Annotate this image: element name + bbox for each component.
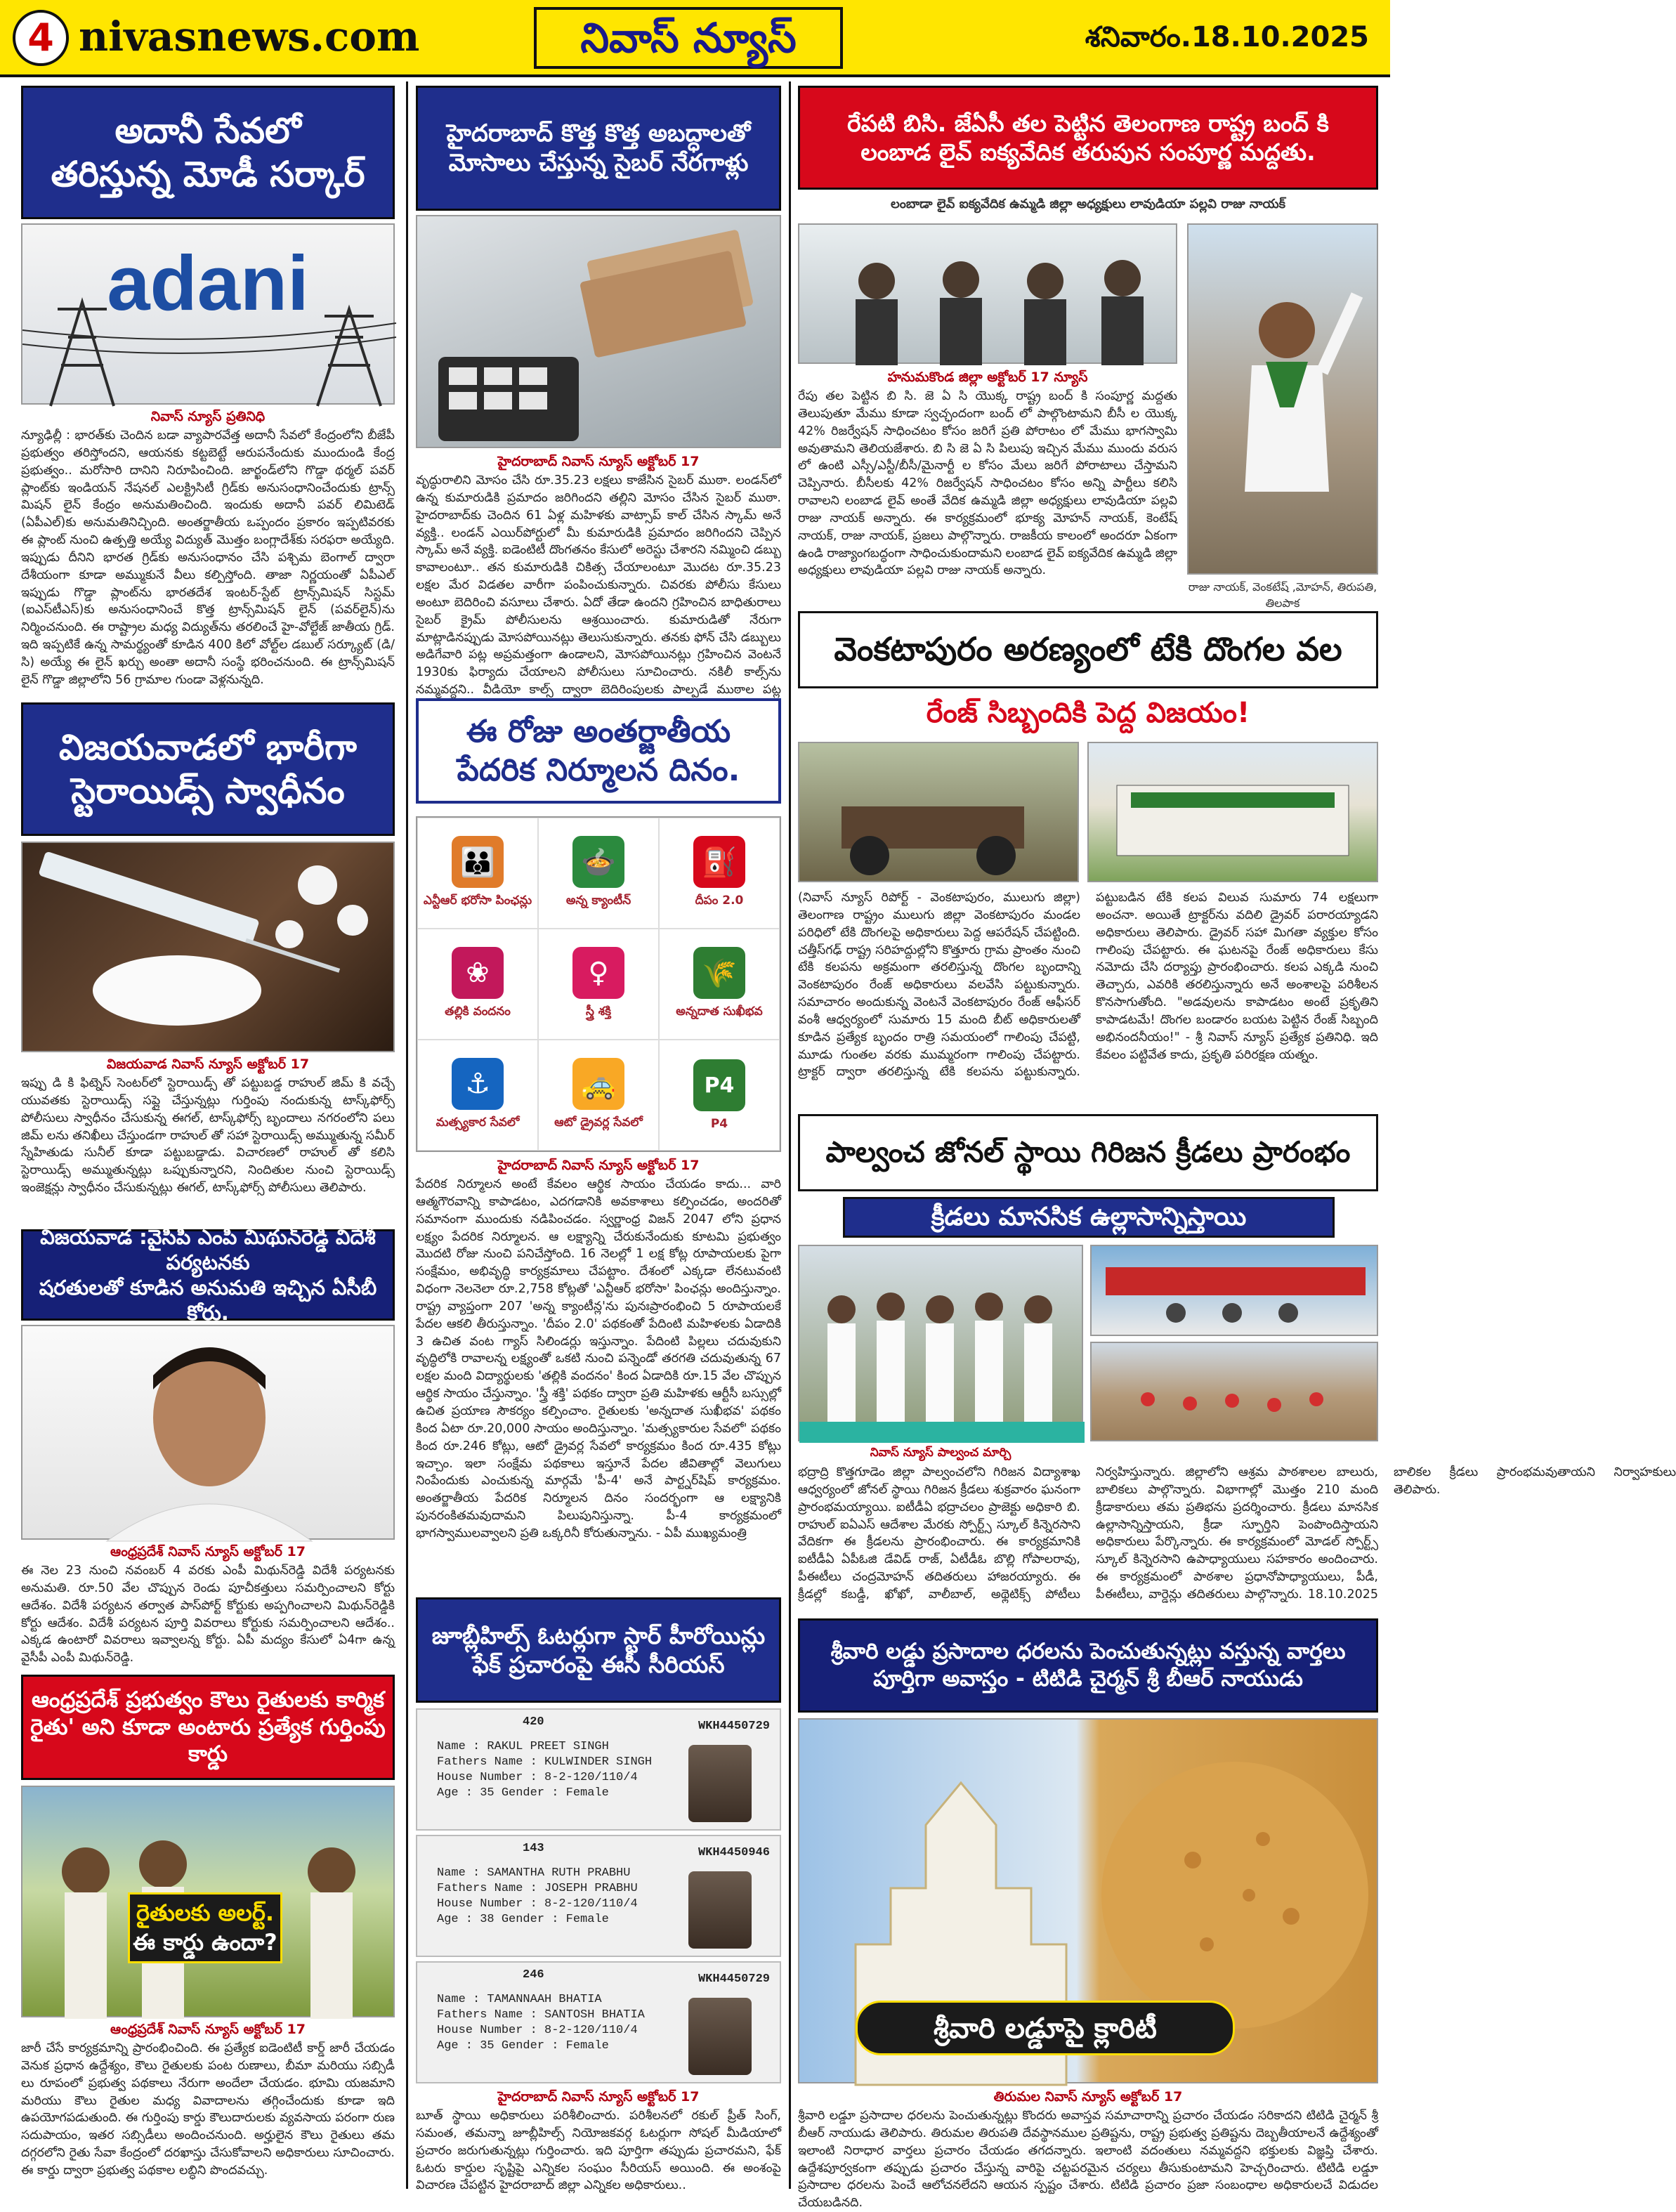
card-line: Fathers Name : KULWINDER SINGH <box>437 1755 653 1769</box>
article-body: జారీ చేసే కార్యక్రమాన్ని ప్రారంభించింది. ఈ ప్రత్యేక ఐడెంటిటీ కార్డ్ జారీ చేయడం వెనుక ప్రధాన ఉద్దేశ్యం, కౌలు రైతులకు పంట రుణాలు, బీమా మరియు సబ్సిడీ లు రూపంలో ప్రభుత్వ పథకాలు నేరుగా అందేలా చేయడం. భూమి యజమాని మరియు కౌలు రైతుల మధ్య వివాదాలను తగ్గించేందుకు కూడా ఇది ఉపయోగపడుతుంది. ఈ గుర్తింపు కార్డు కౌలుదారులకు వ్యవసాయ పరంగా రుణ సదుపాయం, ఇతర సబ్సిడీలు అందించనుంది. అర్హులైన కౌలు రైతులు తమ దగ్గరలోని రైతు సేవా కేంద్రంలో దరఖాస్తు చేసుకోవాలని అధికారులు సూచించారు. ఈ కార్డు ద్వారా ప్రభుత్వ పథకాల లబ్ధిని పొందవచ్చు. <box>21 2041 395 2178</box>
card-line: Age : 38 Gender : Female <box>437 1913 609 1927</box>
card-details <box>437 1866 638 1928</box>
column-rule <box>406 81 408 2189</box>
voter-card <box>416 1835 781 1957</box>
person-icon <box>1189 225 1380 576</box>
farmer-alert-overlay <box>128 1892 282 1963</box>
article-body: (నివాస్ న్యూస్ రిపోర్ట్ - వెంకటాపురం, ములుగు జిల్లా) తెలంగాణ రాష్ట్రం ములుగు జిల్లా వెంకటాపురం మండల పరిధిలో టేకి దొంగలపై అధికారులు పెద్ద ఆపరేషన్ చేపట్టింది. చత్తీస్‌గఢ్ రాష్ట్ర సరిహద్దుల్లోని కొత్తూరు గ్రామ ప్రాంతం నుంచి టేకి కలపను అక్రమంగా తరలిస్తున్న దొంగల బృందాన్ని వెంకటాపురం రేంజ్ అధికారులు వలవేసి పట్టుకున్నారు. సమాచారం అందుకున్న వెంటనే వెంకటాపురం రేంజ్ ఆఫీసర్ వంశీ ఆధ్వర్యంలో సుమారు 15 మంది బీట్ అధికారులతో కూడిన ప్రత్యేక బృందం రాత్రి సమయంలో గాలింపు చేపట్టి, మూడు గుంతల వరకు ముమ్మరంగా గాలింపు చేపట్టారు. ట్రాక్టర్ ద్వారా తరలిస్తున్న టేకి కలపను పట్టుకున్నారు. పట్టుబడిన టేకి కలప విలువ సుమారు 74 లక్షలుగా అంచనా. అయితే ట్రాక్టర్‌ను వదిలి డ్రైవర్ పరారయ్యాడని అధికారులు తెలిపారు. డ్రైవర్ సహా మిగతా వ్యక్తుల కోసం గాలింపు చేపట్టారు. ఈ ఘటనపై రేంజ్ అధికారులు కేసు నమోదు చేసి దర్యాప్తు ప్రారంభించారు. కలప ఎక్కడి నుంచి తెచ్చారు, ఎవరికి తరలిస్తున్నారు అనే అంశాలపై పరిశీలన కొనసాగుతోంది. "అడవులను కాపాడటం అంటే ప్రకృతిని కాపాడటమే! దొంగల బండారం బయట పెట్టిన రేంజ్ సిబ్బంది అభినందనీయం!" - శ్రీ నివాస్ న్యూస్ ప్రత్యేక ప్రతినిధి. ఇది కేవలం పట్టివేత కాదు, ప్రకృతి పరిరక్షణ యత్నం. <box>798 891 1378 1080</box>
article-body: పేదరిక నిర్మూలన అంటే కేవలం ఆర్థిక సాయం చేయడం కాదు... వారి ఆత్మగౌరవాన్ని కాపాడటం, ఎదగడానికి అవకాశాలు కల్పించడం, అందరితో సమానంగా ముందుకు నడిపించడం. స్వర్ణాంధ్ర విజన్ 2047 లోని ప్రధాన లక్ష్యం పేదరిక నిర్మూలన. ఆ లక్ష్యాన్ని చేరుకునేందుకు కూటమి ప్రభుత్వం మొదటి రోజు నుంచి పనిచేస్తోంది. 16 నెలల్లో 1 లక్ష కోట్ల రూపాయలకు పైగా సంక్షేమం, అభివృద్ధి కార్యక్రమాలు చేపట్టాం. దేశంలో ఎక్కడా లేనటువంటి విధంగా నెలనెలా రూ.2,758 కోట్లతో 'ఎన్టీఆర్ భరోసా' పింఛన్లు అందిస్తున్నాం. రాష్ట్ర వ్యాప్తంగా 207 'అన్న క్యాంటీన్ల'ను పునఃప్రారంభించి 5 రూపాయలకే పేదల ఆకలి తీరుస్తున్నాం. 'దీపం 2.0' పథకంతో పేదింటి మహిళలకు ఏడాదికి 3 ఉచిత వంట గ్యాస్ సిలిండర్లు ఇస్తున్నాం. పేదింటి పిల్లలు చదువుకుని వృద్ధిలోకి రావాలన్న లక్ష్యంతో ఒకటి నుంచి పన్నెండో తరగతి చదువుతున్న 67 లక్షల మంది విద్యార్థులకు 'తల్లికి వందనం' కింద ఏడాదికి రూ.15 వేల చొప్పున ఆర్థిక సాయం చేస్తున్నాం. 'స్త్రీ శక్తి' పథకం ద్వారా ప్రతి మహిళకు ఆర్టీసీ బస్సుల్లో ఉచిత ప్రయాణ సౌకర్యం కల్పించాం. రైతులకు 'అన్నదాత సుఖీభవ' పథకం కింద ఏటా రూ.20,000 సాయం అందిస్తున్నాం. 'మత్స్యకారుల సేవలో' పథకం కింద రూ.246 కోట్లు, ఆటో డ్రైవర్ల సేవలో కార్యక్రమం కింద రూ.435 కోట్లు ఇచ్చాం. ఇలా సంక్షేమ పథకాలు ఇస్తూనే పేదల జీవితాల్లో వెలుగులు నింపేందుకు ఎంచుకున్న మార్గమే 'పీ-4' అనే పార్ట్నర్‌షిప్ కార్యక్రమం. అంతర్జాతీయ పేదరిక నిర్మూలన దినం సందర్భంగా ఆ లక్ష్యానికి పునరంకితమవుదామని పిలుపునిస్తున్నా. పీ-4 కార్యక్రమంలో భాగస్వాములవ్వాలని ప్రతి ఒక్కరినీ కోరుతున్నాను. - ఏపీ ముఖ్యమంత్రి <box>416 1177 781 1540</box>
publication-date: శనివారం.18.10.2025 <box>1085 21 1369 53</box>
scheme-tile <box>417 818 538 929</box>
dateline: విజయవాడ నివాస్ న్యూస్ అక్టోబర్ 17 <box>106 1056 310 1072</box>
article-body: రేపు తల పెట్టిన బి సి. జె ఏ సి యొక్క రాష్ట్ర బంద్ కి సంపూర్ణ మద్దతు తెలుపుతూ మేము కూడా స్వచ్ఛందంగా బంద్ లో పాల్గొంటామని బీసీ ల యొక్క 42% రిజర్వేషన్ సాధించటం కోసం జరిగే ప్రతి పోరాటం లో మేము భాగస్వామి అవుతామని తెలియజేశారు. బి సి జె ఏ సి పిలుపు ఇచ్చిన మేము ముందు వరుస లో ఉంటి ఎస్సీ/ఎస్టీ/బీసీ/మైనార్టీ ల కోసం మేలు జరిగే పోరాటాలు చేస్తామని చెప్పినారు. బీసీలకు 42% రిజర్వేషన్ సాధించటం కోసం అన్ని పార్టీలు కలిసి రావాలని లంబాడ లైవ్ అంతే వేదిక ఉమ్మడి జిల్లా అధ్యక్షులు లావుడియా పల్లవి రాజు నాయక్ అన్నారు. ఈ కార్యక్రమంలో భూక్య మోహన్ నాయక్, కెంటేష్ నాయక్, రాజు నాయక్, ప్రజలు పాల్గొన్నారు. రాజకీయ కాలంలో అందరూ ఏకంగా ఉండి రాజ్యాంగబద్ధంగా సాధించుకుందామని లంబాడ లైవ్ ఐక్యవేదిక ఉమ్మడి జిల్లా అధ్యక్షులు లావుడియా పల్లవి రాజు నాయక్ అన్నారు. <box>798 389 1177 578</box>
dateline: ఆంధ్రప్రదేశ్ నివాస్ న్యూస్ అక్టోబర్ 17 <box>110 1544 306 1559</box>
dateline: నివాస్ న్యూస్ పాల్వంచ మార్చి <box>870 1446 1012 1460</box>
headline: అదానీ సేవలో తరిస్తున్న మోడీ సర్కార్ <box>21 86 395 219</box>
scheme-label: తల్లికి వందనం <box>445 1004 511 1019</box>
scheme-tile <box>659 818 780 929</box>
headline: రేపటి బిసి. జేఏసీ తల పెట్టిన తెలంగాణ రాష్ట్ర బంద్ కి లంబాడ లైవ్ ఐక్యవేదిక తరుపున సంపూర్ణ మద్దతు. <box>798 86 1378 190</box>
syringe-photo <box>21 842 395 1052</box>
dateline: హనుమకొండ జిల్లా అక్టోబర్ 17 న్యూస్ <box>887 369 1088 385</box>
card-line: Name : TAMANNAAH BHATIA <box>437 1993 602 2006</box>
fisherman-icon: ⚓ <box>452 1058 504 1110</box>
headline: శ్రీవారి లడ్డు ప్రసాదాల ధరలను పెంచుతున్నట్లు వస్తున్న వార్తలు పూర్తిగా అవాస్తం - టిటిడి చైర్మన్ శ్రీ బీఆర్ నాయుడు <box>798 1618 1378 1713</box>
epic-number: WKH4450729 <box>698 1720 770 1733</box>
scheme-tile <box>538 1040 659 1151</box>
auto-rickshaw-icon: 🚕 <box>572 1058 624 1110</box>
article-body: శ్రీవారి లడ్డూ ప్రసాదాల ధరలను పెంచుతున్నట్లు కొందరు అవాస్తవ సమాచారాన్ని ప్రచారం చేయడం సరికాదని టిటిడి చైర్మన్ శ్రీ బీఆర్ నాయుడు తెలిపారు. తిరుమల తిరుపతి దేవస్థానముల ప్రతిష్టను, రాష్ట్ర ప్రభుత్వ ప్రతిష్టను దెబ్బతీయాలనే ఉద్దేశ్యంతో ఇలాంటి నిరాధార వార్తలు ప్రచారం చేయడం తగదన్నారు. ఇలాంటి వదంతులు నమ్మవద్దని భక్తులకు విజ్ఞప్తి చేశారు. ఉద్దేశపూర్వకంగా తప్పుడు ప్రచారం చేస్తున్న వారిపై చట్టపరమైన చర్యలు తీసుకుంటామని హెచ్చరించారు. టిటిడి లడ్డూ ప్రసాదాల ధరలను పెంచే ఆలోచనలేదని ఆయన స్పష్టం చేశారు. టిటిడి ప్రచారం ప్రజా సంబంధాల అధికారులచే విడుదల చేయబడినది. <box>798 2109 1378 2211</box>
epic-number: WKH4450946 <box>698 1846 770 1859</box>
person-icon <box>22 1326 396 1541</box>
mp-portrait-photo <box>21 1325 395 1540</box>
newspaper-logo: నివాస్ న్యూస్ <box>534 7 843 69</box>
photo-caption: రాజు నాయక్, వెంకటేష్ ,మోహన్, తిరుపతి, తిలపాక <box>1188 580 1377 610</box>
stage-photo <box>1090 1245 1378 1336</box>
headline: జూబ్లీహిల్స్ ఓటర్లుగా స్టార్ హీరోయిన్లు ఫేక్ ప్రచారంపై ఈసీ సీరియస్ <box>416 1597 781 1703</box>
card-details <box>437 1739 652 1801</box>
headline: హైదరాబాద్ కొత్త కొత్త అబద్ధాలతో మోసాలు చేస్తున్న సైబర్ నేరగాళ్లు <box>416 86 781 211</box>
meeting-photo <box>798 223 1177 364</box>
card-line: Age : 35 Gender : Female <box>437 2039 609 2053</box>
welfare-schemes-grid <box>416 816 781 1152</box>
people-icon <box>799 1246 1085 1443</box>
mother-icon: ❀ <box>452 947 504 999</box>
card-line: Fathers Name : JOSEPH PRABHU <box>437 1882 638 1896</box>
byline: లంబాడా లైవ్ ఐక్యవేదిక ఉమ్మడి జిల్లా అధ్యక్షులు లావుడియా పల్లవి రాజు నాయక్ <box>890 197 1286 211</box>
scheme-tile <box>417 929 538 1040</box>
overlay-line: ఈ కార్డు ఉందా? <box>133 1928 277 1956</box>
avatar <box>688 1871 752 1949</box>
leader-photo <box>1187 223 1378 575</box>
syringe-icon <box>22 843 396 1054</box>
article-body: ఇప్పు డి కి ఫిట్నెస్ సెంటర్‌లో స్టెరాయిడ్స్ తో పట్టుబడ్డ రాహుల్ జిమ్ కి వచ్చే యువతకు స్టెరాయిడ్స్ సప్లై చేస్తున్నట్లు గుర్తింపు నందుకున్న టాస్క్‌ఫోర్స్ పోలీసులు స్వాధీనం చేసుకున్న ఈగల్, టాస్క్‌ఫోర్స్ బృందాలు నగరంలోని పలు జిమ్ లను తనిఖీలు చేస్తుండగా రాహుల్ తో సహా స్టెరాయిడ్స్ అమ్ముతున్న సమీర్ స్నేహితుడు సునీల్ కూడా పట్టుబడ్డాడు. విచారణలో రాహుల్ తో కలిసి స్టెరాయిడ్స్ అమ్ముతున్నట్లు ఒప్పుకున్నారని, నిందితుల నుంచి స్టెరాయిడ్స్ ఇంజెక్షన్లు స్వాధీనం చేసుకున్నట్లు ఈగల్, టాస్క్‌ఫోర్స్ పోలీసులు తెలిపారు. <box>21 1076 395 1196</box>
avatar <box>688 1998 752 2075</box>
canteen-icon: 🍲 <box>572 836 624 888</box>
card-serial: 420 <box>523 1715 544 1729</box>
dateline: ఆంధ్రప్రదేశ్ నివాస్ న్యూస్ అక్టోబర్ 17 <box>110 2022 306 2037</box>
dateline: హైదరాబాద్ నివాస్ న్యూస్ అక్టోబర్ 17 <box>497 2089 700 2105</box>
card-line: Fathers Name : SANTOSH BHATIA <box>437 2008 645 2022</box>
article-body: న్యూఢిల్లీ : భారత్‌కు చెందిన బడా వ్యాపారవేత్త అదానీ సేవలో కేంద్రంలోని బీజేపీ ప్రభుత్వం తరిస్తోందని, ఆయనకు కట్టబెట్టే ఆరుపనేందుకు ముందుండి కేంద్ర ప్రభుత్వం.. మరోసారి దానిని నిరూపించింది. జార్ఖండ్‌లోని గొడ్డా థర్మల్ పవర్ ప్లాంట్‌కు ఇండియన్ నేషనల్ ఎలక్ట్రిసిటీ గ్రిడ్‌కు అనుసంధానించేందుకు ట్రాన్స్ మిషన్ లైన్‌ కేంద్రం అనుమతించింది. ఇందుకు అదానీ పవర్ లిమిటెడ్ (ఏపీఎల్)కు అనుమతినిచ్చింది. అంతర్జాతీయ ఒప్పందం ప్రకారం ఇప్పటివరకు ఈ ప్లాంట్ నుంచి ఉత్పత్తి అయ్యే విద్యుత్ మొత్తం బంగ్లాదేశ్‌కు సరఫరా అయ్యేది. ఇప్పుడు దీనిని భారత గ్రిడ్‌కు అనుసంధానం చేసి పశ్చిమ బెంగాల్ ద్వారా దేశీయంగా కూడా అమ్ముకునే వీలు కల్పిస్తోంది. తాజా నిర్ణయంతో ఏపీఎల్ ఇప్పుడు గొడ్డా ప్లాంట్‌ను భారతదేశ ఇంటర్-స్టేట్ ట్రాన్స్‌మిషన్ సిస్టమ్ (ఐఎస్‌టీఎస్)కు అనుసంధానించే కొత్త ట్రాన్స్‌మిషన్ లైన్ (పవర్‌లైన్)ను నిర్మించనుంది. ఈ రాష్ట్రాల మధ్య విద్యుత్‌ను తరలించే హై-వోల్టేజ్ జాతీయ గ్రిడ్. ఇది ఇప్పటికే ఉన్న సామర్థ్యంతో కూడిన 400 కిలో వోల్ట్‌ల డబుల్ సర్క్యూట్ (డి/సి) అయ్యే ఈ లైన్ ఖర్చు అంతా అదానీ సంస్థే భరించనుంది. ఈ ట్రాన్స్‌మిషన్ లైన్ గొడ్డా జిల్లాలోని 56 గ్రామాల గుండా వెళ్లనున్నది. <box>21 428 395 687</box>
subheadline: రేంజ్ సిబ్బందికి పెద్ద విజయం! <box>926 697 1250 729</box>
scheme-tile <box>659 1040 780 1151</box>
laddu-overlay-banner: శ్రీవారి లడ్డూపై క్లారిటీ <box>856 2001 1235 2055</box>
family-icon: 👪 <box>452 836 504 888</box>
dateline: తిరుమల నివాస్ న్యూస్ అక్టోబర్ 17 <box>993 2089 1183 2105</box>
column-rule <box>789 81 791 2189</box>
scheme-tile <box>538 929 659 1040</box>
scheme-tile <box>538 818 659 929</box>
stage-icon <box>1092 1246 1380 1337</box>
dateline: హైదరాబాద్ నివాస్ న్యూస్ అక్టోబర్ 17 <box>497 454 700 469</box>
card-serial: 246 <box>523 1968 544 1982</box>
headline: ఈ రోజు అంతర్జాతీయ పేదరిక నిర్మూలన దినం. <box>416 698 781 804</box>
overlay-line: రైతులకు అలర్ట్. <box>136 1899 274 1926</box>
farmer-icon: 🌾 <box>693 947 745 999</box>
dateline: నివాస్ న్యూస్ ప్రతినిధి <box>150 409 266 424</box>
scheme-label: అన్న క్యాంటీన్ <box>565 894 631 908</box>
headline: విజయవాడలో భారీగా స్టెరాయిడ్స్ స్వాధీనం <box>21 702 395 836</box>
site-url[interactable]: nivasnews.com <box>79 13 420 60</box>
scheme-label: ఎన్టీఆర్ భరోసా పింఛన్లు <box>423 894 532 908</box>
scheme-label: ఆటో డ్రైవర్ల సేవలో <box>554 1115 643 1130</box>
headline: విజయవాడ :వైసీపీ ఎంపీ మిథున్‌రెడ్డి విదేశీ పర్యటనకు షరతులతో కూడిన అనుమతి ఇచ్చిన ఏసీబీ కోర్టు. <box>21 1229 395 1321</box>
headline: పాల్వంచ జోనల్ స్థాయి గిరిజన క్రీడలు ప్రారంభం <box>798 1114 1378 1191</box>
cash-stack-icon <box>417 216 783 450</box>
adani-logo: adani <box>107 240 309 327</box>
cash-photo <box>416 215 781 448</box>
card-line: Name : RAKUL PREET SINGH <box>437 1740 609 1753</box>
voter-card <box>416 1708 781 1831</box>
scheme-label: P4 <box>710 1117 728 1131</box>
kabaddi-icon <box>1092 1343 1380 1443</box>
building-icon <box>1089 743 1380 884</box>
scheme-label: మత్స్యకార సేవలో <box>436 1115 520 1130</box>
page-number: 4 <box>13 10 69 66</box>
epic-number: WKH4450729 <box>698 1972 770 1986</box>
inauguration-photo <box>798 1245 1083 1441</box>
voter-card <box>416 1961 781 2083</box>
range-office-photo <box>1087 742 1378 882</box>
scheme-label: దీపం 2.0 <box>695 894 744 908</box>
article-body: భద్రాద్రి కొత్తగూడెం జిల్లా పాల్వంచలోని గిరిజన విద్యాశాఖ ఆధ్వర్యంలో జోనల్ స్థాయి గిరిజన క్రీడలు శుక్రవారం ఘనంగా ప్రారంభమయ్యాయి. ఐటీడీఏ భద్రాచలం ప్రాజెక్టు అధికారి బి. రాహుల్ ఐఏఎస్ ఆదేశాల మేరకు స్పోర్ట్స్ స్కూల్ కిన్నెరసాని వేదికగా ఈ క్రీడలను ప్రారంభించారు. ఈ కార్యక్రమానికి ఐటీడీఏ ఏపీఓజి డేవిడ్ రాజ్, ఏటీడీఓ బొల్లి గోపాలరావు, పీఈటీలు చంద్రమోహన్ తదితరులు హాజరయ్యారు. ఈ క్రీడల్లో కబడ్డీ, ఖోఖో, వాలీబాల్, అథ్లెటిక్స్ పోటీలు నిర్వహిస్తున్నారు. జిల్లాలోని ఆశ్రమ పాఠశాలల బాలురు, బాలికలు పాల్గొన్నారు. విభాగాల్లో మొత్తం 210 మంది క్రీడాకారులు తమ ప్రతిభను ప్రదర్శించారు. క్రీడలు మానసిక ఉల్లాసాన్నిస్తాయని, క్రీడా స్ఫూర్తిని పెంపొందిస్తాయని అధికారులు పేర్కొన్నారు. ఈ కార్యక్రమంలో మోడల్ స్పోర్ట్స్ స్కూల్ కిన్నెరసాని ఉపాధ్యాయులు సహకారం అందించారు. ఈ కార్యక్రమంలో పాఠశాల ప్రధానోపాధ్యాయులు, పీడీ, పీఈటీలు, వార్డెన్లు తదితరులు పాల్గొన్నారు. 18.10.2025 బాలికల క్రీడలు ప్రారంభమవుతాయని నిర్వాహకులు తెలిపారు. <box>798 1465 1676 1602</box>
card-line: House Number : 8-2-120/110/4 <box>437 1771 638 1785</box>
gas-cylinder-icon: ⛽ <box>693 836 745 888</box>
card-serial: 143 <box>523 1842 544 1855</box>
card-line: House Number : 8-2-120/110/4 <box>437 1897 638 1911</box>
masthead <box>0 0 1390 77</box>
kabaddi-photo <box>1090 1342 1378 1441</box>
scheme-tile <box>659 929 780 1040</box>
card-line: Age : 35 Gender : Female <box>437 1786 609 1800</box>
scheme-label: స్త్రీ శక్తి <box>585 1004 612 1019</box>
group-icon <box>799 225 1179 365</box>
card-line: Name : SAMANTHA RUTH PRABHU <box>437 1866 631 1880</box>
tractor-photo <box>798 742 1079 882</box>
card-line: House Number : 8-2-120/110/4 <box>437 2024 638 2038</box>
dateline: హైదరాబాద్ నివాస్ న్యూస్ అక్టోబర్ 17 <box>497 1158 700 1173</box>
subheadline: క్రీడలు మానసిక ఉల్లాసాన్నిస్తాయి <box>843 1197 1335 1238</box>
tirumala-laddu-photo <box>798 1718 1378 2083</box>
women-icon: ♀ <box>572 947 624 999</box>
adani-photo <box>21 223 395 405</box>
avatar <box>688 1745 752 1822</box>
article-body: ఈ నెల 23 నుంచి నవంబర్ 4 వరకు ఎంపీ మిథున్‌రెడ్డి విదేశీ పర్యటనకు అనుమతి. రూ.50 వేల చొప్పున రెండు పూచీకత్తులు సమర్పించాలని కోర్టు ఆదేశం. విదేశీ పర్యటన తర్వాత పాస్‌పోర్ట్ కోర్టుకు అప్పగించాలని మిథున్‌రెడ్డికి కోర్టు ఆదేశం. విదేశీ పర్యటన పూర్తి వివరాలు కోర్టుకు సమర్పించాలని ఆదేశం.. ఎక్కడ ఉంటారో వివరాలు ఇవ్వాలన్న కోర్టు. ఏపీ మద్యం కేసులో ఏ4గా ఉన్న వైసీపీ ఎంపీ మిథున్‌రెడ్డి. <box>21 1564 395 1665</box>
headline: వెంకటాపురం అరణ్యంలో టేకి దొంగల వల <box>798 611 1378 688</box>
scheme-label: అన్నదాత సుఖీభవ <box>676 1004 763 1019</box>
scheme-tile <box>417 1040 538 1151</box>
tractor-icon <box>799 743 1080 884</box>
article-body: వృద్ధురాలిని మోసం చేసి రూ.35.23 లక్షలు కాజేసిన సైబర్ ముఠా. లండన్‌లో ఉన్న కుమారుడికి ప్రమాదం జరిగిందని తల్లిని మోసం చేసిన సైబర్ ముఠా. హైదరాబాద్‌కు చెందిన 61 ఏళ్ల మహిళకు వాట్సాప్ కాల్ చేసిన స్కామ్ అనే వ్యక్తి.. లండన్ ఎయిర్‌పోర్టులో మీ కుమారుడికి ప్రమాదం జరిగిందని చెప్పిన స్కామ్ అనే వ్యక్తి. ఐడెంటిటీ దొంగతనం కేసులో అరెస్టు చేశారని నమ్మించి డబ్బు కావాలంటూ.. తన కుమారుడికి చికిత్స చేయాలంటూ మొదట రూ.35.23 లక్షల మేర విడతల వారీగా పంపించుకున్నారు. చివరకు పోలీసు కేసులు అంటూ బెదిరించి వసూలు చేశారు. ఏదో తేడా ఉందని గ్రహించిన బాధితురాలు సైబర్ క్రైమ్ పోలీసులను ఆశ్రయించారు. కుమారుడితో నేరుగా మాట్లాడినప్పుడు మోసపోయినట్లు తెలుసుకున్నారు. తనకు ఫోన్ చేసి డబ్బులు అడిగేవారి పట్ల అప్రమత్తంగా ఉండాలని, మోసపోయినట్లు గ్రహించిన వెంటనే 1930కు ఫిర్యాదు చేయాలని పోలీసులు సూచించారు. నకిలీ కాల్స్‌ను నమ్మవద్దని.. వీడియో కాల్స్ ద్వారా బెదిరింపులకు పాల్పడే ముఠాల పట్ల <box>416 473 781 698</box>
headline: ఆంధ్రప్రదేశ్ ప్రభుత్వం కౌలు రైతులకు కార్మిక రైతు' అని కూడా అంటారు ప్రత్యేక గుర్తింపు కార్డు <box>21 1675 395 1780</box>
card-details <box>437 1992 645 2054</box>
p4-icon: P4 <box>693 1059 745 1111</box>
power-tower-icon <box>22 225 396 406</box>
article-body: బూత్ స్థాయి అధికారులు పరిశీలించారు. పరిశీలనలో రకుల్ ప్రీత్ సింగ్, సమంత, తమన్నా జూబ్లీహిల్స్ నియోజకవర్గ ఓటర్లుగా సోషల్ మీడియాలో ప్రచారం జరుగుతున్నట్లు గుర్తించారు. ఇది పూర్తిగా తప్పుడు ప్రచారమని, ఫేక్ ఓటరు కార్డుల సృష్టిపై ఎన్నికల సంఘం సీరియస్ అయింది. ఈ అంశంపై విచారణ చేపట్టిన హైదరాబాద్ జిల్లా ఎన్నికల అధికారులు.. <box>416 2109 781 2193</box>
farmers-photo <box>21 1786 395 2017</box>
